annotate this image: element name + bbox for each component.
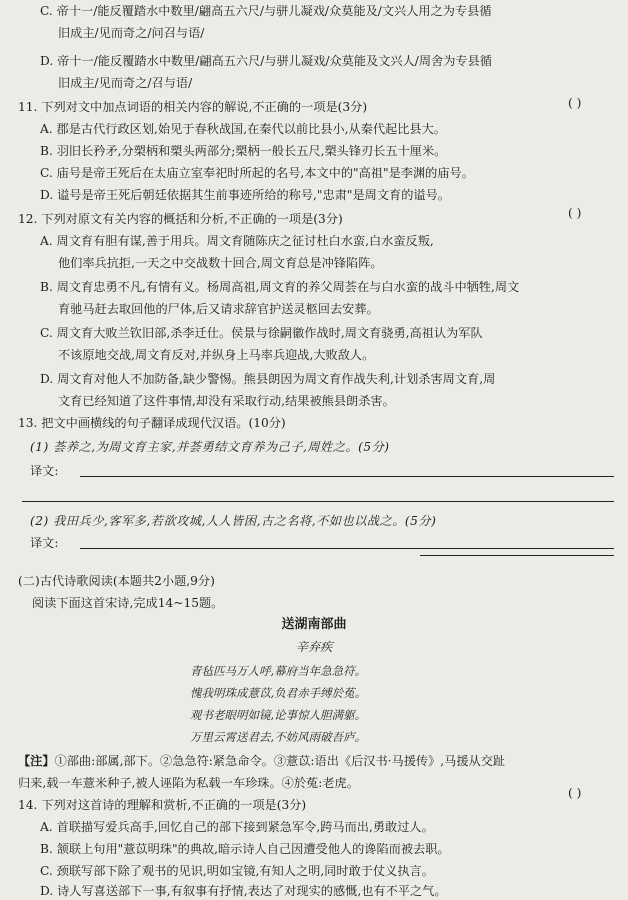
q14-option-b: B. 颔联上句用"薏苡明珠"的典故,暗示诗人自己因遭受他人的谗陷而被去职。 [40,842,450,856]
q14-option-c: C. 颈联写部下除了观书的见识,明如宝镜,有知人之明,同时敢于仗义执言。 [40,864,434,878]
q12-option-d-line2: 文育已经知道了这件事情,却没有采取行动,结果被熊县朗杀害。 [58,394,395,408]
poem-line-2: 愧我明珠成薏苡,负君赤手缚於菟。 [190,686,367,700]
q12-answer-bracket[interactable]: ( ) [568,206,582,220]
q13-translation-1-row: 译文: [30,464,59,478]
poem-line-3: 观书老眼明如镜,论事惊人胆满躯。 [190,708,367,722]
q11-option-a: A. 郡是古代行政区划,始见于春秋战国,在秦代以前比县小,从秦代起比县大。 [40,122,446,136]
q11-stem: 11. 下列对文中加点词语的相关内容的解说,不正确的一项是(3分) [18,100,368,114]
poem-title: 送湖南部曲 [281,617,347,632]
q14-stem: 14. 下列对这首诗的理解和赏析,不正确的一项是(3分) [18,798,307,812]
q11-option-c: C. 庙号是帝王死后在太庙立室奉祀时所起的名号,本文中的"高祖"是李渊的庙号。 [40,166,474,180]
q12-stem: 12. 下列对原文有关内容的概括和分析,不正确的一项是(3分) [18,212,343,226]
q13-sentence-1: (1) 荟养之,为周文育主家,并荟勇结文育养为己子,周姓之。(5分) [30,440,390,454]
q12-option-c-line2: 不该原地交战,周文育反对,并纵身上马率兵迎战,大败敌人。 [58,348,375,362]
q13-answer-line-1b[interactable] [22,501,614,502]
q14-option-d: D. 诗人写喜送部下一事,有叙事有抒情,表达了对现实的感慨,也有不平之气。 [40,884,447,898]
poem-line-4: 万里云霄送君去,不妨风雨破吾庐。 [190,730,367,744]
q11-option-b: B. 羽旧长矜矛,分槊柄和槊头两部分;槊柄一般长五尺,槊头锋刃长五十厘米。 [40,144,447,158]
q12-option-d-line1: D. 周文育对他人不加防备,缺少警惕。熊县朗因为周文育作战失利,计划杀害周文育,周 [40,372,496,386]
q13-stem: 13. 把文中画横线的句子翻译成现代汉语。(10分) [18,416,286,430]
q13-answer-line-2a[interactable] [80,548,614,549]
q10-option-c-line1: C. 帝十一/能反覆踏水中数里/翩高五六尺/与骈儿凝戏/众莫能及/文兴人用之为专县循 [40,4,492,18]
q12-option-a-line2: 他们率兵抗拒,一天之中交战数十回合,周文育总是冲锋陷阵。 [58,256,383,270]
q10-option-c-line2: 旧成主/见而奇之/问召与语/ [58,26,205,40]
q10-option-d-line2: 旧成主/见而奇之/召与语/ [58,76,193,90]
poem-notes-line2: 归来,载一车薏米种子,被人诬陷为私载一车珍珠。④於菟:老虎。 [18,776,359,790]
q13-sentence-2: (2) 我田兵少,客军多,若欲攻城,人人皆困,古之名将,不如也以战之。(5分) [30,514,437,528]
q12-option-b-line1: B. 周文育忠勇不凡,有情有义。杨周高祖,周文育的养父周荟在与白水蛮的战斗中牺牲,周文 [40,280,520,294]
q13-translation-2-row: 译文: [30,536,59,550]
q14-option-a: A. 首联描写爱兵高手,回忆自己的部下接到紧急军令,跨马而出,勇敢过人。 [40,820,434,834]
q11-option-d: D. 谥号是帝王死后朝廷依据其生前事迹所给的称号,"忠肃"是周文育的谥号。 [40,188,450,202]
q12-option-c-line1: C. 周文育大败兰钦旧部,杀李迁仕。侯景与徐嗣徽作战时,周文育骁勇,高祖认为军队 [40,326,483,340]
q13-answer-line-1a[interactable] [80,476,614,477]
poem-line-1: 青毡匹马万人呼,幕府当年急急符。 [190,664,367,678]
q13-answer-line-2b[interactable] [420,555,614,556]
poem-author: 辛弃疾 [295,640,333,654]
q12-option-b-line2: 育驰马赶去取回他的尸体,后又请求辞官护送灵柩回去安葬。 [58,302,379,316]
section-two-instruction: 阅读下面这首宋诗,完成14~15题。 [32,596,224,610]
q14-answer-bracket[interactable]: ( ) [568,786,582,800]
q11-answer-bracket[interactable]: ( ) [568,96,582,110]
section-two-heading: (二)古代诗歌阅读(本题共2小题,9分) [18,574,215,588]
poem-notes-line1: 【注】①部曲:部属,部下。②急急符:紧急命令。③薏苡:语出《后汉书·马援传》,马援从交趾 [18,754,506,768]
q10-option-d-line1: D. 帝十一/能反覆踏水中数里/翩高五六尺/与骈儿凝戏/众莫能及文兴人/周舍为专县循 [40,54,492,68]
q12-option-a-line1: A. 周文育有胆有谋,善于用兵。周文育随陈庆之征讨杜白水蛮,白水蛮反叛, [40,234,434,248]
